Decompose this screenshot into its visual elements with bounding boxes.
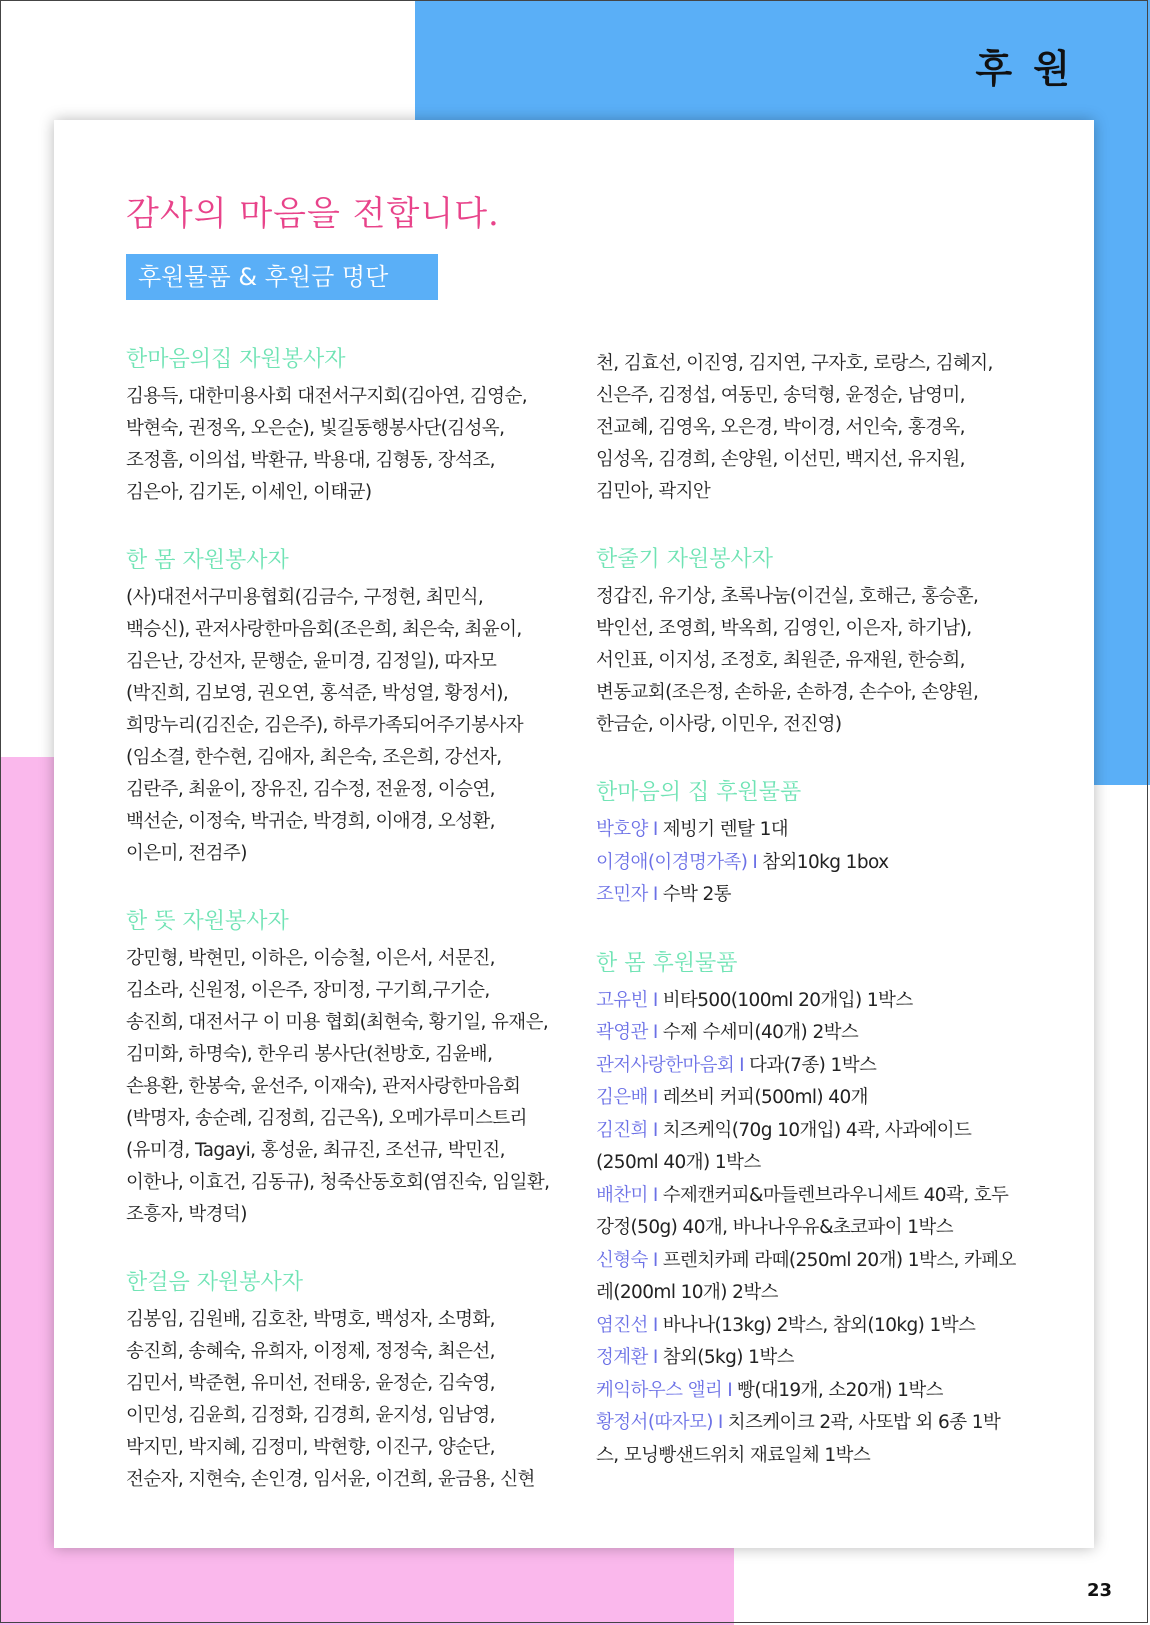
donor-name: 염진선 [596,1314,648,1336]
volunteer-group [126,543,551,870]
separator: I [717,1412,723,1433]
donated-item: 제빙기 렌탈 1대 [662,819,789,840]
separator: I [652,1119,658,1141]
donor-name: 박호양 [596,819,648,840]
donor-name: 조민자 [596,884,648,905]
donated-item: 수박 2통 [662,884,731,905]
separator: I [652,884,658,905]
donor-entry [596,1375,1021,1408]
left-column [126,342,551,1530]
group-body: 김용득, 대한미용사회 대전서구지회(김아연, 김영순, 박현숙, 권정옥, 오은순), 빛길동행봉사단(김성옥, 조정흠, 이의섭, 박환규, 박용대, 김형동, 장석조, 김은아, 김기돈, 이세인, 이태균) [126,386,527,503]
donor-entry [596,1310,1021,1343]
headline: 감사의 마음을 전합니다. [126,194,500,234]
donor-name: 곽영관 [596,1022,648,1043]
donor-entry [596,985,1021,1018]
group-body: (사)대전서구미용협회(김금수, 구정현, 최민식, 백승신), 관저사랑한마음회(조은희, 최은숙, 최윤이, 김은난, 강선자, 문행순, 윤미경, 김정일), 따자모(박진희, 김보영, 권오연, 홍석준, 박성열, 황정서), 희망누리(김진순, 김은주), 하루가족되어주기봉사자(임소결, 한수현, 김애자, 최은숙, 조은희, 강선자, 김란주, 최윤이, 장유진, 김수정, 전윤정, 이승연, 백선순, 이정숙, 박귀순, 박경희, 이애경, 오성환, 이은미, 전검주) [126,587,524,864]
volunteer-group [126,1265,551,1496]
section-label: 후 원 [975,47,1074,91]
separator: I [739,1054,745,1076]
donor-name: 황정서(따자모) [596,1412,713,1433]
group-body: 강민형, 박현민, 이하은, 이승철, 이은서, 서문진, 김소라, 신원정, 이은주, 장미정, 구기희,구기순, 송진희, 대전서구 이 미용 협회(최현숙, 황기일, 유재은, 김미화, 하명숙), 한우리 봉사단(천방호, 김윤배, 손용환, 한봉숙, 윤선주, 이재숙), 관저사랑한마음회(박명자, 송순례, 김정희, 김근옥), 오메가루미스트리(유미경, Tagayi, 홍성윤, 최규진, 조선규, 박민진, 이한나, 이효건, 김동규), 청죽산동호회(염진숙, 임일환, 조흥자, 박경덕) [126,948,550,1225]
donor-name: 관저사랑한마음회 [596,1054,735,1076]
donor-name: 김진희 [596,1119,648,1141]
donor-entry [596,1342,1021,1375]
separator: I [727,1379,733,1401]
volunteer-continuation [596,348,1021,508]
right-column [596,348,1021,1506]
volunteer-group [126,904,551,1231]
donated-item: 다과(7종) 1박스 [749,1054,877,1076]
separator: I [652,989,658,1011]
donor-entry [596,1407,1021,1472]
donation-group [596,775,1021,912]
donor-entry [596,847,1021,880]
group-title: 한마음의집 자원봉사자 [126,347,346,372]
separator: I [652,1087,658,1108]
donated-item: 치즈케익(70g 10개입) 4곽, 사과에이드(250ml 40개) 1박스 [596,1119,972,1173]
donor-name: 고유빈 [596,989,648,1011]
donated-item: 비타500(100ml 20개입) 1박스 [662,989,913,1011]
donor-entry [596,1115,1021,1180]
donated-item: 프렌치카페 라떼(250ml 20개) 1박스, 카페오레(200ml 10개) 2박스 [596,1249,1016,1303]
donated-item: 빵(대19개, 소20개) 1박스 [737,1379,943,1401]
separator: I [652,1184,658,1206]
group-body: 김봉임, 김원배, 김호찬, 박명호, 백성자, 소명화, 송진희, 송혜숙, 유희자, 이정제, 정정숙, 최은선, 김민서, 박준현, 유미선, 전태웅, 윤정순, 김숙영, 이민성, 김윤희, 김정화, 김경희, 윤지성, 임남영, 박지민, 박지혜, 김정미, 박현향, 이진구, 양순단, 전순자, 지현숙, 손인경, 임서윤, 이건희, 윤금용, 신현 [126,1309,535,1490]
group-body: 정갑진, 유기상, 초록나눔(이건실, 호해근, 홍승훈, 박인선, 조영희, 박옥희, 김영인, 이은자, 하기남), 서인표, 이지성, 조정호, 최원준, 유재원, 한승희, 변동교회(조은정, 손하윤, 손하경, 손수아, 손양원, 한금순, 이사랑, 이민우, 전진영) [596,586,979,735]
separator: I [652,819,658,840]
donor-name: 신형숙 [596,1249,648,1271]
donor-entry [596,814,1021,847]
group-title: 한걸음 자원봉사자 [126,1270,304,1295]
donor-name: 김은배 [596,1087,648,1108]
separator: I [652,1314,658,1336]
donor-entry [596,1245,1021,1310]
group-title: 한 몸 후원물품 [596,950,738,976]
volunteer-group [596,542,1021,741]
donor-entry [596,1017,1021,1050]
donated-item: 치즈케이크 2곽, 사또밥 외 6종 1박스, 모닝빵샌드위치 재료일체 1박스 [596,1412,1001,1466]
donor-name: 케익하우스 앨리 [596,1379,723,1401]
donated-item: 수제캔커피&마들렌브라우니세트 40곽, 호두강정(50g) 40개, 바나나우유&초코파이 1박스 [596,1184,1009,1238]
group-title: 한 몸 자원봉사자 [126,548,289,573]
group-body: 천, 김효선, 이진영, 김지연, 구자호, 로랑스, 김혜지, 신은주, 김정섭, 여동민, 송덕형, 윤정순, 남영미, 전교혜, 김영옥, 오은경, 박이경, 서인숙, 홍경옥, 임성옥, 김경희, 손양원, 이선민, 백지선, 유지원, 김민아, 곽지안 [596,353,993,502]
content-card [54,120,1094,1548]
donor-name: 이경애(이경명가족) [596,851,748,873]
donor-name: 배찬미 [596,1184,648,1206]
group-title: 한마음의 집 후원물품 [596,780,802,805]
group-title: 한줄기 자원봉사자 [596,547,774,572]
subtitle-badge: 후원물품 & 후원금 명단 [126,254,438,300]
separator: I [652,1249,658,1271]
donation-group [596,946,1021,1473]
donated-item: 레쓰비 커피(500ml) 40개 [662,1087,868,1108]
donated-item: 바나나(13kg) 2박스, 참외(10kg) 1박스 [662,1314,976,1336]
separator: I [752,851,758,873]
separator: I [652,1347,658,1368]
donated-item: 참외(5kg) 1박스 [662,1347,794,1368]
separator: I [652,1022,658,1043]
donor-entry [596,879,1021,912]
group-title: 한 뜻 자원봉사자 [126,909,289,934]
volunteer-group [126,342,551,509]
donor-entry [596,1082,1021,1115]
donated-item: 수제 수세미(40개) 2박스 [662,1022,859,1043]
donor-entry [596,1050,1021,1083]
donor-entry [596,1180,1021,1245]
page-number: 23 [1086,1580,1112,1601]
donated-item: 참외10kg 1box [762,851,889,873]
donor-name: 정계환 [596,1347,648,1368]
